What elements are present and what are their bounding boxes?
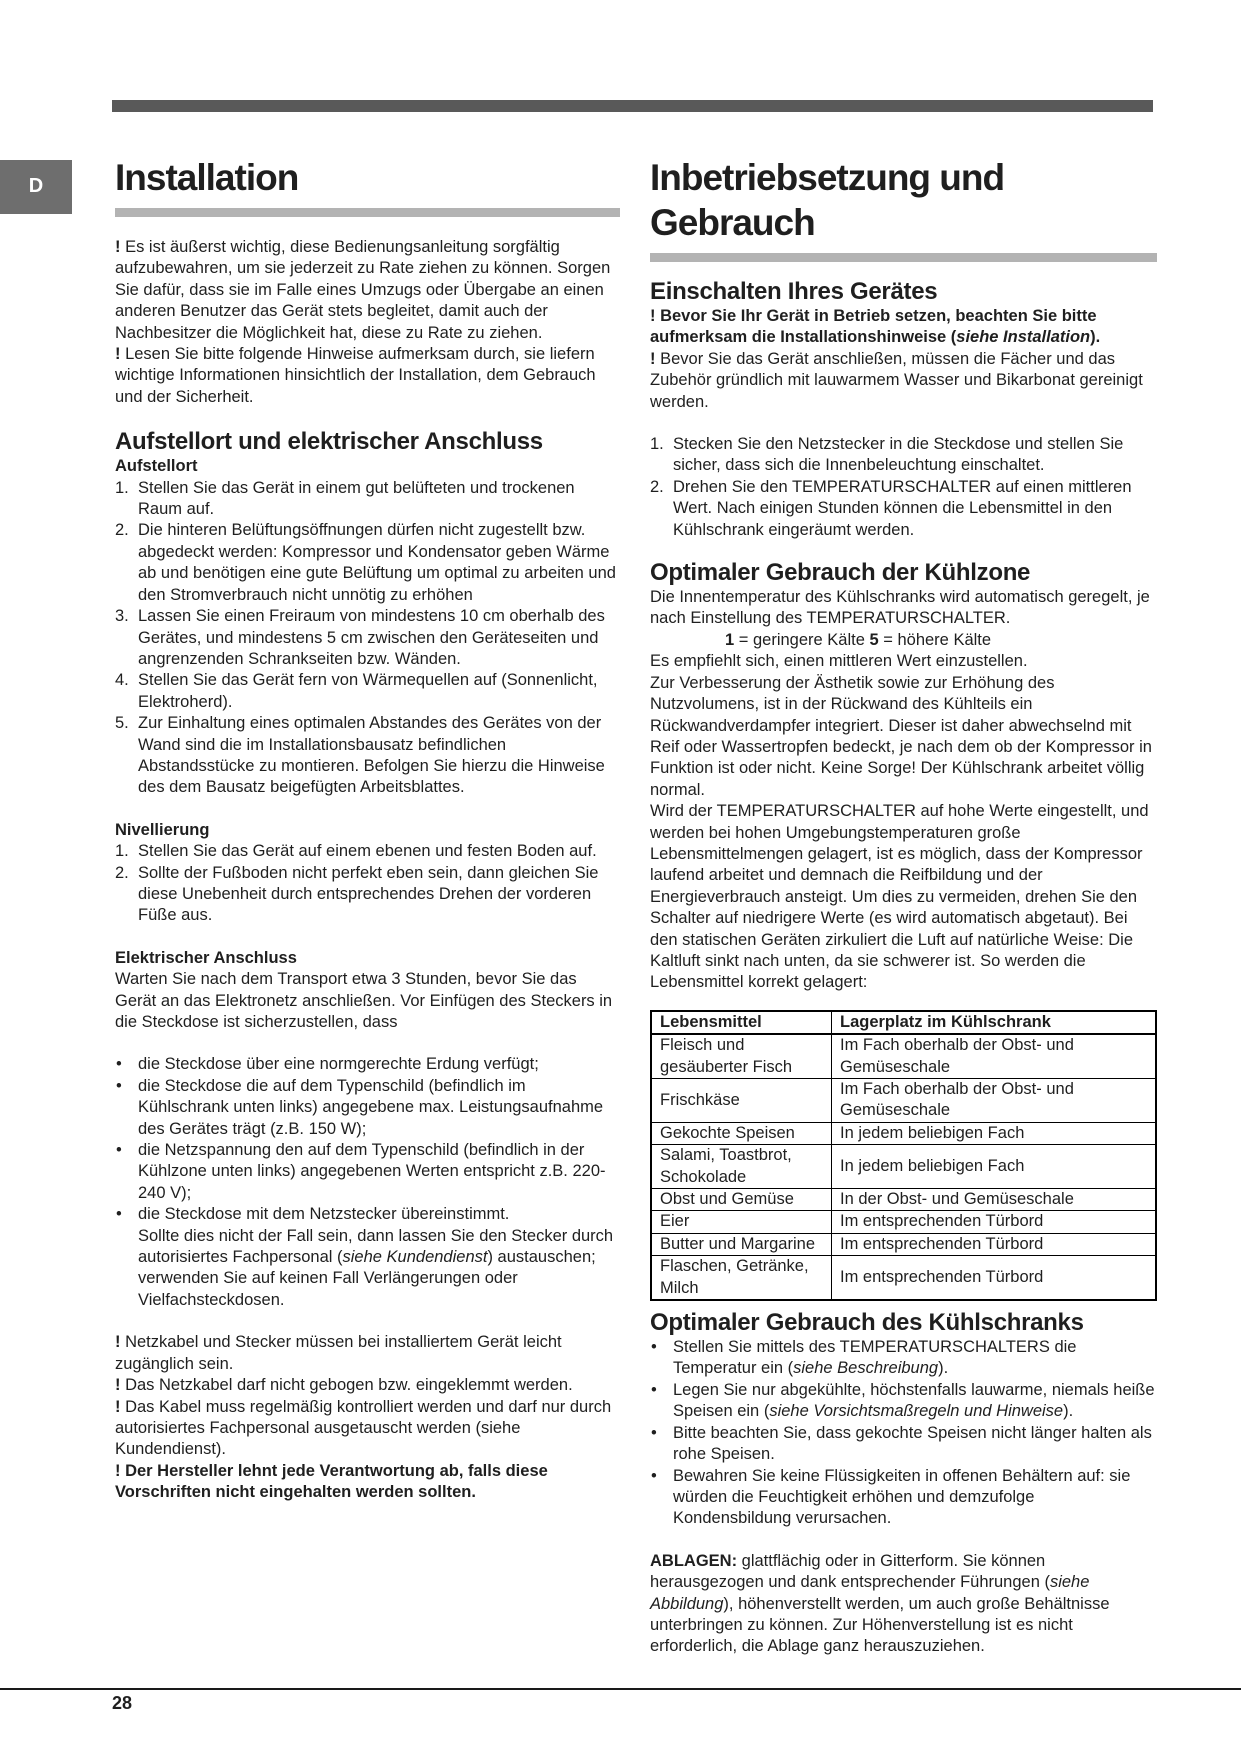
table-row — [651, 1189, 1156, 1211]
list-item: • die Steckdose über eine normgerechte Erdung verfügt; — [116, 1055, 539, 1074]
inbetriebsetzung-title: Inbetriebsetzung und Gebrauch — [650, 157, 1005, 243]
einschalten-warning: ! Bevor Sie Ihr Gerät in Betrieb setzen, beachten Sie bitte aufmerksam die Installationshinweise (siehe Installation). — [650, 307, 1101, 347]
list-item: 4. Stellen Sie das Gerät fern von Wärmequellen auf (Sonnenlicht, Elektroherd). — [115, 671, 598, 711]
table-cell: Butter und Margarine — [651, 1233, 832, 1255]
table-row — [651, 1211, 1156, 1233]
list-item: 1. Stellen Sie das Gerät in einem gut belüfteten und trockenen Raum auf. — [115, 478, 575, 519]
list-item: 2. Drehen Sie den TEMPERATURSCHALTER auf einen mittleren Wert. Nach einigen Stunden können die Lebensmittel in den Kühlschrank eingeräumt werden. — [650, 477, 1132, 539]
list-item: • die Steckdose mit dem Netzstecker übereinstimmt. — [116, 1205, 510, 1224]
table-cell: Flaschen, Getränke, Milch — [651, 1256, 832, 1300]
table-cell: Frischkäse — [651, 1079, 832, 1123]
table-cell: In der Obst- und Gemüseschale — [832, 1189, 1157, 1211]
list-item: 1. Stecken Sie den Netzstecker in die Steckdose und stellen Sie sicher, dass sich die Innenbeleuchtung einschaltet. — [650, 435, 1124, 475]
elektrisch-intro: Warten Sie nach dem Transport etwa 3 Stunden, bevor Sie das Gerät an das Elektronetz anschließen. Vor Einfügen des Steckers in die Steckdose ist sicherzustellen, dass — [115, 970, 613, 1031]
list-item: 5. Zur Einhaltung eines optimalen Abstandes des Gerätes von der Wand sind die im Installationsbausatz befindlichen Abstandsstücke zu montieren. Befolgen Sie hierzu die Hinweise des dem Bausatz beigefügten Arbeitsblattes. — [115, 714, 605, 797]
table-row — [651, 1145, 1156, 1189]
manufacturer-warning: ! Der Hersteller lehnt jede Verantwortung ab, falls diese Vorschriften nicht eingehalten werden sollten. — [115, 1461, 548, 1502]
subheading-elektrischer-anschluss: Elektrischer Anschluss — [115, 948, 297, 967]
subheading-aufstellort: Aufstellort — [115, 457, 198, 476]
kuehlzone-p2: Es empfiehlt sich, einen mittleren Wert einzustellen. — [650, 652, 1028, 671]
table-cell: Im Fach oberhalb der Obst- und Gemüseschale — [832, 1034, 1157, 1078]
list-item: 3. Lassen Sie einen Freiraum von mindestens 10 cm oberhalb des Gerätes, und mindestens 5 cm zwischen den Geräteseiten und angrenzenden Schrankseiten bzw. Wänden. — [115, 607, 605, 668]
table-cell: Im entsprechenden Türbord — [832, 1211, 1157, 1233]
table-row — [651, 1034, 1156, 1078]
list-item: • Legen Sie nur abgekühlte, höchstenfalls lauwarme, niemals heiße Speisen ein (siehe Vorsichtsmaßregeln und Hinweise). — [651, 1380, 1155, 1421]
list-item: • die Steckdose die auf dem Typenschild (befindlich im Kühlschrank unten links) angegebene max. Leistungsaufnahme des Gerätes trägt (z.B. 150 W); — [116, 1076, 604, 1138]
storage-table — [650, 1010, 1157, 1301]
elektrisch-bullet-list — [115, 1054, 620, 1225]
table-row — [651, 1256, 1156, 1300]
header-bar — [112, 100, 1153, 112]
language-tab: D — [0, 160, 72, 214]
installation-title: Installation — [115, 157, 299, 198]
table-cell: Im Fach oberhalb der Obst- und Gemüseschale — [832, 1079, 1157, 1123]
table-header-row — [651, 1011, 1156, 1034]
table-header: Lebensmittel — [651, 1011, 832, 1034]
left-column — [115, 155, 620, 1504]
aufstellort-list — [115, 478, 620, 799]
einschalten-list — [650, 434, 1157, 541]
table-cell: In jedem beliebigen Fach — [832, 1122, 1157, 1144]
list-item: • Stellen Sie mittels des TEMPERATURSCHALTERS die Temperatur ein (siehe Beschreibung). — [651, 1338, 1077, 1378]
page-number: 28 — [112, 1693, 133, 1713]
note-kabel: ! Das Kabel muss regelmäßig kontrolliert werden und darf nur durch autorisiertes Fachpersonal ausgetauscht werden (siehe Kundendienst). — [115, 1397, 612, 1459]
table-cell: Im entsprechenden Türbord — [832, 1233, 1157, 1255]
list-item: • die Netzspannung den auf dem Typenschild (befindlich in der Kühlzone unten links) angegebenen Werten entspricht z.B. 220-240 V); — [116, 1141, 606, 1202]
ablagen-paragraph: ABLAGEN: glattflächig oder in Gitterform. Sie können herausgezogen und dank entsprechender Führungen (siehe Abbildung), höhenverstellt werden, um auch große Behältnisse unterbringen zu können. Zur Höhenverstellung ist es nicht erforderlich, die Ablage ganz herauszuziehen. — [650, 1551, 1110, 1656]
list-item: 2. Sollte der Fußboden nicht perfekt eben sein, dann gleichen Sie diese Unebenheit durch entsprechendes Drehen der vorderen Füße aus. — [115, 863, 599, 925]
footer-rule — [0, 1688, 1241, 1690]
einschalten-note: ! Bevor Sie das Gerät anschließen, müssen die Fächer und das Zubehör gründlich mit lauwarmem Wasser und Bikarbonat gereinigt werden. — [650, 349, 1143, 411]
table-cell: Salami, Toastbrot, Schokolade — [651, 1145, 832, 1189]
title-rule — [650, 253, 1157, 262]
list-item: 1. Stellen Sie das Gerät auf einem ebenen und festen Boden auf. — [115, 842, 597, 861]
kuehlzone-p1: Die Innentemperatur des Kühlschranks wird automatisch geregelt, je nach Einstellung des TEMPERATURSCHALTER. — [650, 588, 1150, 628]
intro-paragraph-1: ! Es ist äußerst wichtig, diese Bedienungsanleitung sorgfältig aufzubewahren, um sie jederzeit zu Rate ziehen zu können. Sorgen Sie dafür, dass sie im Falle eines Umzugs oder Übergabe an einen anderen Benutzer das Gerät stets begleitet, damit auch der Nachbesitzer die Möglichkeit hat, diese zu Rate zu ziehen. — [115, 238, 611, 342]
right-column — [650, 155, 1157, 1658]
intro-paragraph-2: ! Lesen Sie bitte folgende Hinweise aufmerksam durch, sie liefern wichtige Informationen hinsichtlich der Installation, dem Gebrauch und der Sicherheit. — [115, 345, 596, 406]
note-gebogen: ! Das Netzkabel darf nicht gebogen bzw. eingeklemmt werden. — [115, 1376, 573, 1395]
table-header: Lagerplatz im Kühlschrank — [832, 1011, 1157, 1034]
section-title-kuehlzone: Optimaler Gebrauch der Kühlzone — [650, 559, 1031, 587]
kuehlzone-p3: Zur Verbesserung der Ästhetik sowie zur Erhöhung des Nutzvolumens, ist in der Rückwand des Kühlteils ein Rückwandverdampfer integriert. Dieser ist daher abwechselnd mit Reif oder Wassertropfen bedeckt, je nach dem ob der Kompressor in Funktion ist oder nicht. Keine Sorge! Der Kühlschrank arbeitet völlig normal. — [650, 673, 1152, 799]
section-title-kuehlschrank: Optimaler Gebrauch des Kühlschranks — [650, 1309, 1084, 1337]
table-cell: Im entsprechenden Türbord — [832, 1256, 1157, 1300]
note-netzkabel: ! Netzkabel und Stecker müssen bei installiertem Gerät leicht zugänglich sein. — [115, 1333, 562, 1373]
table-cell: Eier — [651, 1211, 832, 1233]
title-rule — [115, 208, 620, 217]
table-cell: Gekochte Speisen — [651, 1122, 832, 1144]
subheading-nivellierung: Nivellierung — [115, 820, 210, 839]
section-title-einschalten: Einschalten Ihres Gerätes — [650, 278, 938, 305]
temperature-scale: 1 = geringere Kälte 5 = höhere Kälte — [725, 630, 992, 649]
table-row — [651, 1233, 1156, 1255]
kuehlschrank-bullet-list — [650, 1337, 1157, 1530]
kuehlzone-p4: Wird der TEMPERATURSCHALTER auf hohe Werte eingestellt, und werden bei hohen Umgebungstemperaturen große Lebensmittelmengen gelagert, ist es möglich, dass der Kompressor laufend arbeitet und demnach die Reifbildung und der Energieverbrauch ansteigt. Um dies zu vermeiden, drehen Sie den Schalter auf niedrigere Werte (es wird automatisch abgetaut). Bei den statischen Geräten zirkuliert die Luft auf natürliche Weise: Die Kaltluft sinkt nach unten, da sie schwerer ist. So werden die Lebensmittel korrekt gelagert: — [650, 802, 1149, 992]
table-cell: In jedem beliebigen Fach — [832, 1145, 1157, 1189]
elektrisch-followup: Sollte dies nicht der Fall sein, dann lassen Sie den Stecker durch autorisiertes Fachpersonal (siehe Kundendienst) austauschen; verwenden Sie auf keinen Fall Verlängerungen oder Vielfachsteckdosen. — [138, 1226, 614, 1309]
table-cell: Obst und Gemüse — [651, 1189, 832, 1211]
list-item: • Bewahren Sie keine Flüssigkeiten in offenen Behältern auf: sie würden die Feuchtigkeit erhöhen und demzufolge Kondensbildung verursachen. — [651, 1466, 1131, 1528]
table-cell: Fleisch und gesäuberter Fisch — [651, 1034, 832, 1078]
table-row — [651, 1079, 1156, 1123]
list-item: • Bitte beachten Sie, dass gekochte Speisen nicht länger halten als rohe Speisen. — [651, 1423, 1152, 1464]
list-item: 2. Die hinteren Belüftungsöffnungen dürfen nicht zugestellt bzw. abgedeckt werden: Kompressor und Kondensator geben Wärme ab und benötigen eine gute Belüftung um optimal zu arbeiten und den Stromverbrauch nicht unnötig zu erhöhen — [115, 521, 616, 604]
table-row — [651, 1122, 1156, 1144]
nivellierung-list — [115, 841, 620, 927]
section-title-aufstellort-anschluss: Aufstellort und elektrischer Anschluss — [115, 428, 543, 456]
